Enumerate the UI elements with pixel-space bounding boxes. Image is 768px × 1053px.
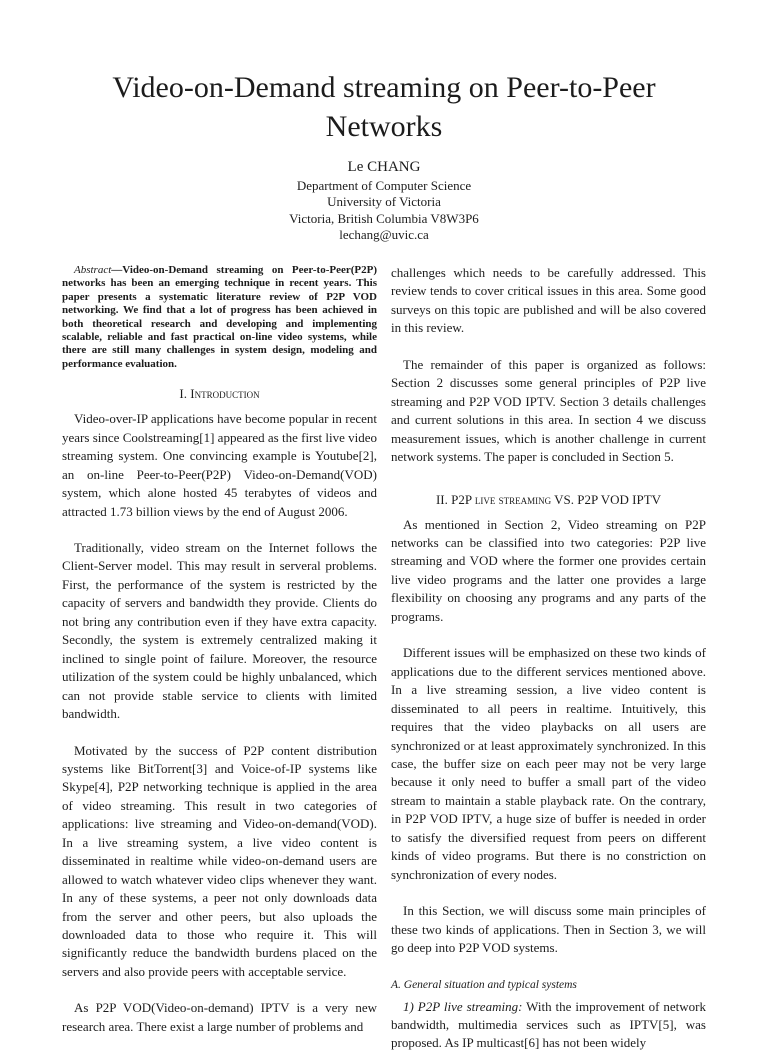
section-number: II. <box>435 491 448 507</box>
paragraph: Motivated by the success of P2P content distribution systems like BitTorrent[3] and Voice-of-IP systems like Skype[4], P2P networking technique is applied in the area of video streaming. This result in two categories of applications: live streaming and Video-on-demand(VOD). In a live streaming system, a live video content is disseminated in realtime while video-on-demand users are allowed to watch whatever video clips whenever they want. In any of these systems, a peer not only downloads data from the server and other peers, but also uploads the downloaded data to those who require it. This will significantly reduce the bandwidth burdens placed on the servers and also provide peers with acceptable service. <box>62 742 377 979</box>
paragraph: Different issues will be emphasized on these two kinds of applications due to the different services mentioned above. In a live streaming session, a live video content is disseminated to all peers in realtime. Intuitively, this requires that the video playbacks on all users are synchronized or at least approximately synchronized. In this case, the buffer size on each peer may not be very large because it only need to buffer a small part of the video stream to maintain a stable playback rate. On the contrary, in P2P VOD IPTV, a huge size of buffer is needed in order to satisfy the diversified request from peers on different kinds of video programs. But there is no constriction on synchronization of every nodes. <box>391 645 706 882</box>
abstract-text: —Video-on-Demand streaming on Peer-to-Peer(P2P) networks has been an emerging technique in recent years. This paper presents a systematic literature review of P2P VOD networking. We find that a lot of progress has been achieved in both theoretical research and developing and implementing scalable, reliable and fast practical on-line video systems, while there are still many challenges in system design, modeling and performance evaluation. <box>62 264 377 370</box>
left-column <box>62 264 377 1036</box>
affiliation-university: University of Victoria <box>327 194 441 210</box>
author-email: lechang@uvic.ca <box>339 227 429 243</box>
section-title-part1: P2P <box>451 491 472 507</box>
paragraph: The remainder of this paper is organized as follows: Section 2 discusses some general principles of P2P live streaming and P2P VOD IPTV. Section 3 details challenges and current solutions in this area. In section 4 we discuss measurement issues, which is another challenge in current network systems. The paper is concluded in Section 5. <box>391 356 706 465</box>
paragraph: In this Section, we will discuss some main principles of these two kinds of applications. Then in Section 3, we will go deep into P2P VOD systems. <box>391 903 706 956</box>
paragraph: Traditionally, video stream on the Internet follows the Client-Server model. This may result in serveral problems. First, the performance of the system is restricted by the capacity of servers and bandwidth they provide. Clients do not bring any contribution even if they have extra capacity. Secondly, the system is extremely centralized making it inclined to single point of failure. Moreover, the resource utilization of the system could be highly unbalanced, which can not provide stable service to clients with limited bandwidth. <box>62 539 377 722</box>
paragraph: As P2P VOD(Video-on-demand) IPTV is a very new research area. There exist a large number of problems and <box>62 1000 377 1034</box>
section-title-part2: live streaming <box>474 491 552 507</box>
paragraph: Video-over-IP applications have become popular in recent years since Coolstreaming[1] appeared as the first live video streaming system. One convincing example is Youtube[2], an on-line Peer-to-Peer(P2P) Video-on-Demand(VOD) system, which alone hosted 45 terabytes of videos and attracted 1.73 billion views by the end of August 2006. <box>62 411 377 519</box>
section-title-part3: VS. P2P VOD IPTV <box>554 491 662 507</box>
section-number: I. <box>179 386 187 402</box>
paragraph <box>391 998 706 1053</box>
subsubsection-heading: 1) P2P live streaming: <box>403 998 523 1014</box>
right-column <box>391 264 706 1053</box>
affiliation-department: Department of Computer Science <box>296 178 472 193</box>
paper-title: Video-on-Demand streaming on Peer-to-Peer Networks <box>112 71 656 143</box>
section-heading-introduction <box>62 385 377 403</box>
section-heading-2 <box>391 491 706 509</box>
paragraph-text: With the improvement of network bandwidth, multimedia services such as IPTV[5], was proposed. As IP multicast[6] has not been widely <box>391 998 707 1051</box>
subsection-heading: A. General situation and typical systems <box>391 978 577 991</box>
abstract <box>62 264 377 371</box>
paragraph: challenges which needs to be carefully addressed. This review tends to cover critical issues in this area. Some good surveys on this topic are published and will be also covered in this review. <box>391 265 706 336</box>
author-block <box>184 158 584 244</box>
section-title: Introduction <box>190 386 260 402</box>
author-name: Le CHANG <box>347 159 421 175</box>
abstract-label: Abstract <box>74 264 112 276</box>
affiliation-address: Victoria, British Columbia V8W3P6 <box>289 210 479 226</box>
paragraph: As mentioned in Section 2, Video streaming on P2P networks can be classified into two categories: P2P live streaming and VOD where the former one provides certain live video programs and the latter one provides a large flexibility on choosing any programs and any parts of the programs. <box>391 516 706 624</box>
